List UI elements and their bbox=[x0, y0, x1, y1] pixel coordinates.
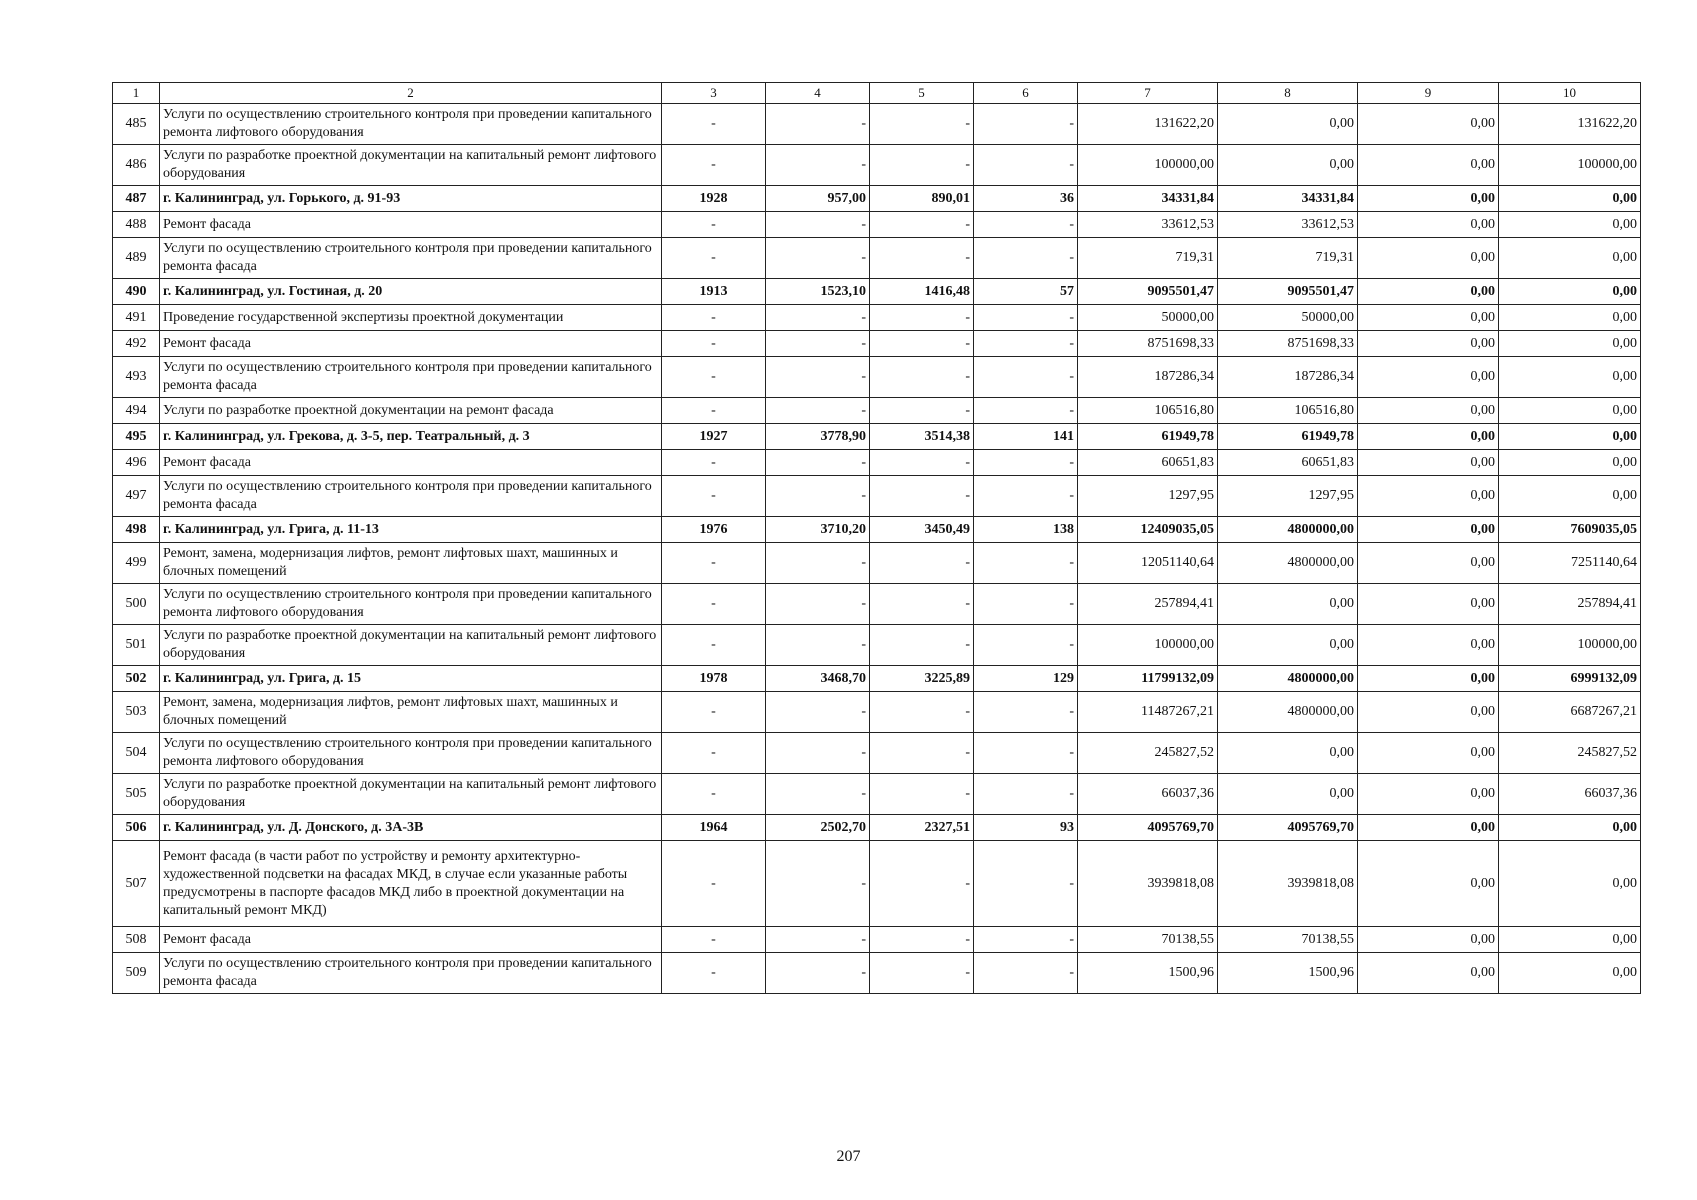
column-header: 10 bbox=[1499, 83, 1641, 104]
table-row bbox=[113, 774, 1641, 815]
cell-living-area: - bbox=[870, 398, 974, 424]
cell-residents: - bbox=[974, 305, 1078, 331]
table-row bbox=[113, 450, 1641, 476]
row-description: Услуги по осуществлению строительного контроля при проведении капитального ремонта фасада bbox=[160, 953, 662, 994]
cell-total-cost: 245827,52 bbox=[1078, 733, 1218, 774]
address-row bbox=[113, 424, 1641, 450]
cell-residents: 129 bbox=[974, 666, 1078, 692]
column-header: 8 bbox=[1218, 83, 1358, 104]
address-row bbox=[113, 186, 1641, 212]
cell-col-9: 0,00 bbox=[1358, 584, 1499, 625]
table-row bbox=[113, 953, 1641, 994]
cell-col-8: 106516,80 bbox=[1218, 398, 1358, 424]
cell-year: - bbox=[662, 398, 766, 424]
cell-col-8: 0,00 bbox=[1218, 625, 1358, 666]
row-description: Ремонт фасада bbox=[160, 212, 662, 238]
cell-col-9: 0,00 bbox=[1358, 305, 1499, 331]
row-description: Услуги по разработке проектной документации на капитальный ремонт лифтового оборудования bbox=[160, 625, 662, 666]
cell-year: 1978 bbox=[662, 666, 766, 692]
table-row bbox=[113, 476, 1641, 517]
cell-col-8: 1297,95 bbox=[1218, 476, 1358, 517]
cell-col-8: 0,00 bbox=[1218, 774, 1358, 815]
cell-total-area: - bbox=[766, 238, 870, 279]
cell-year: - bbox=[662, 238, 766, 279]
cell-col-8: 61949,78 bbox=[1218, 424, 1358, 450]
cell-total-area: - bbox=[766, 476, 870, 517]
row-number: 497 bbox=[113, 476, 160, 517]
cell-col-10: 0,00 bbox=[1499, 398, 1641, 424]
cell-living-area: 3514,38 bbox=[870, 424, 974, 450]
column-header: 5 bbox=[870, 83, 974, 104]
cell-living-area: - bbox=[870, 104, 974, 145]
cell-col-8: 719,31 bbox=[1218, 238, 1358, 279]
cell-col-8: 4800000,00 bbox=[1218, 692, 1358, 733]
cell-col-8: 4800000,00 bbox=[1218, 666, 1358, 692]
cell-col-9: 0,00 bbox=[1358, 145, 1499, 186]
cell-living-area: - bbox=[870, 953, 974, 994]
row-number: 505 bbox=[113, 774, 160, 815]
cell-living-area: - bbox=[870, 145, 974, 186]
cell-total-area: - bbox=[766, 104, 870, 145]
cell-col-8: 1500,96 bbox=[1218, 953, 1358, 994]
cell-total-area: - bbox=[766, 625, 870, 666]
cell-year: - bbox=[662, 104, 766, 145]
cell-total-area: 3710,20 bbox=[766, 517, 870, 543]
table-row bbox=[113, 238, 1641, 279]
cell-col-9: 0,00 bbox=[1358, 212, 1499, 238]
cell-col-8: 4800000,00 bbox=[1218, 543, 1358, 584]
cell-year: - bbox=[662, 692, 766, 733]
cell-total-area: - bbox=[766, 331, 870, 357]
cell-residents: - bbox=[974, 692, 1078, 733]
cell-year: - bbox=[662, 145, 766, 186]
row-description: Услуги по осуществлению строительного контроля при проведении капитального ремонта фасада bbox=[160, 238, 662, 279]
row-description: Ремонт фасада bbox=[160, 927, 662, 953]
cell-residents: - bbox=[974, 398, 1078, 424]
cell-living-area: - bbox=[870, 305, 974, 331]
row-number: 506 bbox=[113, 815, 160, 841]
cell-col-8: 187286,34 bbox=[1218, 357, 1358, 398]
cell-living-area: - bbox=[870, 543, 974, 584]
cell-col-8: 3939818,08 bbox=[1218, 841, 1358, 927]
table-row bbox=[113, 357, 1641, 398]
cell-total-area: 3468,70 bbox=[766, 666, 870, 692]
column-header: 7 bbox=[1078, 83, 1218, 104]
row-description: Ремонт фасада bbox=[160, 450, 662, 476]
cell-residents: - bbox=[974, 145, 1078, 186]
cell-col-10: 0,00 bbox=[1499, 424, 1641, 450]
cell-total-cost: 70138,55 bbox=[1078, 927, 1218, 953]
cell-col-9: 0,00 bbox=[1358, 625, 1499, 666]
cell-col-10: 0,00 bbox=[1499, 841, 1641, 927]
cell-total-area: - bbox=[766, 927, 870, 953]
table-row bbox=[113, 212, 1641, 238]
cell-col-10: 0,00 bbox=[1499, 450, 1641, 476]
address-row bbox=[113, 815, 1641, 841]
cell-total-area: 2502,70 bbox=[766, 815, 870, 841]
table-row bbox=[113, 104, 1641, 145]
row-number: 493 bbox=[113, 357, 160, 398]
row-description: г. Калининград, ул. Горького, д. 91-93 bbox=[160, 186, 662, 212]
cell-year: 1976 bbox=[662, 517, 766, 543]
cell-col-9: 0,00 bbox=[1358, 927, 1499, 953]
cell-living-area: - bbox=[870, 476, 974, 517]
cell-col-10: 7609035,05 bbox=[1499, 517, 1641, 543]
cell-col-9: 0,00 bbox=[1358, 666, 1499, 692]
cell-living-area: - bbox=[870, 450, 974, 476]
cell-year: 1913 bbox=[662, 279, 766, 305]
cell-total-cost: 8751698,33 bbox=[1078, 331, 1218, 357]
cell-total-cost: 1500,96 bbox=[1078, 953, 1218, 994]
cell-residents: - bbox=[974, 733, 1078, 774]
column-header: 2 bbox=[160, 83, 662, 104]
cell-living-area: 890,01 bbox=[870, 186, 974, 212]
cell-col-10: 0,00 bbox=[1499, 357, 1641, 398]
cell-col-8: 0,00 bbox=[1218, 733, 1358, 774]
cell-year: - bbox=[662, 212, 766, 238]
cell-year: - bbox=[662, 733, 766, 774]
cell-living-area: - bbox=[870, 692, 974, 733]
table-row bbox=[113, 625, 1641, 666]
cell-total-area: - bbox=[766, 212, 870, 238]
column-header-row bbox=[113, 83, 1641, 104]
cell-living-area: 2327,51 bbox=[870, 815, 974, 841]
cell-residents: - bbox=[974, 543, 1078, 584]
cell-col-9: 0,00 bbox=[1358, 238, 1499, 279]
cell-residents: - bbox=[974, 357, 1078, 398]
cell-year: - bbox=[662, 543, 766, 584]
cell-residents: - bbox=[974, 927, 1078, 953]
cell-col-9: 0,00 bbox=[1358, 476, 1499, 517]
cell-col-8: 33612,53 bbox=[1218, 212, 1358, 238]
cell-total-cost: 11487267,21 bbox=[1078, 692, 1218, 733]
cell-col-9: 0,00 bbox=[1358, 104, 1499, 145]
cell-col-10: 245827,52 bbox=[1499, 733, 1641, 774]
row-number: 486 bbox=[113, 145, 160, 186]
cell-residents: - bbox=[974, 625, 1078, 666]
row-description: Ремонт, замена, модернизация лифтов, ремонт лифтовых шахт, машинных и блочных помещений bbox=[160, 692, 662, 733]
row-description: Ремонт фасада (в части работ по устройству и ремонту архитектурно-художественной подсветки на фасадах МКД, в случае если указанные работы предусмотрены в паспорте фасадов МКД либо в проектной документации на капитальный ремонт МКД) bbox=[160, 841, 662, 927]
cell-residents: 57 bbox=[974, 279, 1078, 305]
table-row bbox=[113, 398, 1641, 424]
cell-col-9: 0,00 bbox=[1358, 424, 1499, 450]
cell-col-9: 0,00 bbox=[1358, 398, 1499, 424]
row-description: Услуги по разработке проектной документации на капитальный ремонт лифтового оборудования bbox=[160, 145, 662, 186]
row-number: 489 bbox=[113, 238, 160, 279]
cell-total-cost: 100000,00 bbox=[1078, 625, 1218, 666]
cell-living-area: - bbox=[870, 584, 974, 625]
cell-total-cost: 1297,95 bbox=[1078, 476, 1218, 517]
cell-col-9: 0,00 bbox=[1358, 517, 1499, 543]
cell-total-cost: 187286,34 bbox=[1078, 357, 1218, 398]
cell-col-8: 70138,55 bbox=[1218, 927, 1358, 953]
cell-col-10: 0,00 bbox=[1499, 331, 1641, 357]
cell-residents: 93 bbox=[974, 815, 1078, 841]
cell-col-10: 0,00 bbox=[1499, 212, 1641, 238]
cell-col-10: 0,00 bbox=[1499, 305, 1641, 331]
row-number: 491 bbox=[113, 305, 160, 331]
cell-col-10: 0,00 bbox=[1499, 238, 1641, 279]
cell-total-area: - bbox=[766, 145, 870, 186]
cell-total-area: - bbox=[766, 774, 870, 815]
cell-total-area: 3778,90 bbox=[766, 424, 870, 450]
cell-total-cost: 66037,36 bbox=[1078, 774, 1218, 815]
row-number: 499 bbox=[113, 543, 160, 584]
cell-col-9: 0,00 bbox=[1358, 733, 1499, 774]
cell-living-area: - bbox=[870, 212, 974, 238]
cell-total-area: - bbox=[766, 953, 870, 994]
row-description: Услуги по разработке проектной документации на капитальный ремонт лифтового оборудования bbox=[160, 774, 662, 815]
cell-total-cost: 131622,20 bbox=[1078, 104, 1218, 145]
table-row bbox=[113, 543, 1641, 584]
row-number: 498 bbox=[113, 517, 160, 543]
row-description: Проведение государственной экспертизы проектной документации bbox=[160, 305, 662, 331]
cell-living-area: 3450,49 bbox=[870, 517, 974, 543]
cell-total-area: - bbox=[766, 357, 870, 398]
row-description: г. Калининград, ул. Гостиная, д. 20 bbox=[160, 279, 662, 305]
cell-living-area: - bbox=[870, 357, 974, 398]
cell-total-area: - bbox=[766, 733, 870, 774]
cell-residents: 141 bbox=[974, 424, 1078, 450]
cell-total-area: 957,00 bbox=[766, 186, 870, 212]
column-header: 1 bbox=[113, 83, 160, 104]
cell-living-area: - bbox=[870, 733, 974, 774]
row-number: 485 bbox=[113, 104, 160, 145]
table-row bbox=[113, 927, 1641, 953]
cell-total-area: - bbox=[766, 543, 870, 584]
row-number: 496 bbox=[113, 450, 160, 476]
table-row bbox=[113, 305, 1641, 331]
cell-year: - bbox=[662, 841, 766, 927]
cell-residents: - bbox=[974, 331, 1078, 357]
row-number: 504 bbox=[113, 733, 160, 774]
address-row bbox=[113, 517, 1641, 543]
cell-col-10: 257894,41 bbox=[1499, 584, 1641, 625]
cell-col-9: 0,00 bbox=[1358, 450, 1499, 476]
row-number: 494 bbox=[113, 398, 160, 424]
cell-col-9: 0,00 bbox=[1358, 279, 1499, 305]
cell-col-9: 0,00 bbox=[1358, 774, 1499, 815]
cell-col-9: 0,00 bbox=[1358, 357, 1499, 398]
row-description: Услуги по осуществлению строительного контроля при проведении капитального ремонта лифтового оборудования bbox=[160, 104, 662, 145]
row-number: 507 bbox=[113, 841, 160, 927]
table-row bbox=[113, 841, 1641, 927]
cell-year: - bbox=[662, 305, 766, 331]
cell-col-8: 9095501,47 bbox=[1218, 279, 1358, 305]
cell-col-10: 0,00 bbox=[1499, 476, 1641, 517]
cell-residents: 138 bbox=[974, 517, 1078, 543]
cell-living-area: - bbox=[870, 331, 974, 357]
cell-residents: - bbox=[974, 450, 1078, 476]
cell-residents: - bbox=[974, 476, 1078, 517]
row-description: Услуги по разработке проектной документации на ремонт фасада bbox=[160, 398, 662, 424]
cell-year: 1964 bbox=[662, 815, 766, 841]
cell-total-cost: 106516,80 bbox=[1078, 398, 1218, 424]
row-number: 508 bbox=[113, 927, 160, 953]
cell-col-10: 0,00 bbox=[1499, 953, 1641, 994]
cell-total-cost: 3939818,08 bbox=[1078, 841, 1218, 927]
column-header: 9 bbox=[1358, 83, 1499, 104]
cell-year: - bbox=[662, 357, 766, 398]
cell-col-10: 0,00 bbox=[1499, 815, 1641, 841]
row-description: Услуги по осуществлению строительного контроля при проведении капитального ремонта лифтового оборудования bbox=[160, 733, 662, 774]
cell-col-8: 0,00 bbox=[1218, 104, 1358, 145]
cell-col-8: 60651,83 bbox=[1218, 450, 1358, 476]
data-table bbox=[112, 82, 1641, 994]
cell-total-area: - bbox=[766, 584, 870, 625]
cell-living-area: - bbox=[870, 238, 974, 279]
table-row bbox=[113, 692, 1641, 733]
cell-total-cost: 12409035,05 bbox=[1078, 517, 1218, 543]
row-number: 503 bbox=[113, 692, 160, 733]
cell-col-9: 0,00 bbox=[1358, 186, 1499, 212]
table-row bbox=[113, 733, 1641, 774]
row-number: 509 bbox=[113, 953, 160, 994]
cell-year: - bbox=[662, 625, 766, 666]
row-description: Услуги по осуществлению строительного контроля при проведении капитального ремонта фасада bbox=[160, 476, 662, 517]
cell-col-9: 0,00 bbox=[1358, 841, 1499, 927]
cell-col-10: 131622,20 bbox=[1499, 104, 1641, 145]
page-number: 207 bbox=[836, 1148, 861, 1165]
cell-year: 1928 bbox=[662, 186, 766, 212]
row-number: 502 bbox=[113, 666, 160, 692]
cell-col-8: 4095769,70 bbox=[1218, 815, 1358, 841]
cell-total-cost: 100000,00 bbox=[1078, 145, 1218, 186]
cell-total-area: - bbox=[766, 841, 870, 927]
address-row bbox=[113, 279, 1641, 305]
cell-total-cost: 33612,53 bbox=[1078, 212, 1218, 238]
cell-living-area: - bbox=[870, 841, 974, 927]
cell-col-8: 4800000,00 bbox=[1218, 517, 1358, 543]
cell-total-cost: 60651,83 bbox=[1078, 450, 1218, 476]
row-number: 501 bbox=[113, 625, 160, 666]
cell-residents: - bbox=[974, 104, 1078, 145]
cell-col-8: 50000,00 bbox=[1218, 305, 1358, 331]
row-description: Услуги по осуществлению строительного контроля при проведении капитального ремонта лифтового оборудования bbox=[160, 584, 662, 625]
cell-total-cost: 11799132,09 bbox=[1078, 666, 1218, 692]
table-row bbox=[113, 584, 1641, 625]
table-row bbox=[113, 145, 1641, 186]
cell-col-10: 100000,00 bbox=[1499, 625, 1641, 666]
cell-living-area: 1416,48 bbox=[870, 279, 974, 305]
row-number: 492 bbox=[113, 331, 160, 357]
cell-total-cost: 12051140,64 bbox=[1078, 543, 1218, 584]
column-header: 4 bbox=[766, 83, 870, 104]
cell-total-cost: 4095769,70 bbox=[1078, 815, 1218, 841]
cell-col-8: 0,00 bbox=[1218, 145, 1358, 186]
cell-col-8: 34331,84 bbox=[1218, 186, 1358, 212]
cell-col-10: 6687267,21 bbox=[1499, 692, 1641, 733]
row-description: Услуги по осуществлению строительного контроля при проведении капитального ремонта фасада bbox=[160, 357, 662, 398]
cell-col-9: 0,00 bbox=[1358, 543, 1499, 584]
cell-total-area: - bbox=[766, 450, 870, 476]
table-row bbox=[113, 331, 1641, 357]
cell-total-area: - bbox=[766, 305, 870, 331]
cell-year: - bbox=[662, 476, 766, 517]
cell-residents: - bbox=[974, 584, 1078, 625]
cell-year: - bbox=[662, 927, 766, 953]
cell-year: - bbox=[662, 774, 766, 815]
cell-total-cost: 61949,78 bbox=[1078, 424, 1218, 450]
row-number: 490 bbox=[113, 279, 160, 305]
cell-col-9: 0,00 bbox=[1358, 953, 1499, 994]
cell-col-10: 0,00 bbox=[1499, 279, 1641, 305]
row-description: г. Калининград, ул. Д. Донского, д. 3А-3В bbox=[160, 815, 662, 841]
cell-year: - bbox=[662, 450, 766, 476]
cell-col-9: 0,00 bbox=[1358, 331, 1499, 357]
row-number: 488 bbox=[113, 212, 160, 238]
cell-total-cost: 9095501,47 bbox=[1078, 279, 1218, 305]
cell-living-area: - bbox=[870, 927, 974, 953]
column-header: 3 bbox=[662, 83, 766, 104]
cell-col-9: 0,00 bbox=[1358, 692, 1499, 733]
cell-residents: - bbox=[974, 953, 1078, 994]
row-description: Ремонт, замена, модернизация лифтов, ремонт лифтовых шахт, машинных и блочных помещений bbox=[160, 543, 662, 584]
cell-total-cost: 34331,84 bbox=[1078, 186, 1218, 212]
row-description: Ремонт фасада bbox=[160, 331, 662, 357]
cell-col-10: 100000,00 bbox=[1499, 145, 1641, 186]
row-number: 487 bbox=[113, 186, 160, 212]
row-description: г. Калининград, ул. Грига, д. 11-13 bbox=[160, 517, 662, 543]
cell-year: - bbox=[662, 331, 766, 357]
cell-residents: - bbox=[974, 841, 1078, 927]
cell-col-10: 7251140,64 bbox=[1499, 543, 1641, 584]
cell-total-area: - bbox=[766, 398, 870, 424]
cell-total-cost: 257894,41 bbox=[1078, 584, 1218, 625]
cell-col-9: 0,00 bbox=[1358, 815, 1499, 841]
cell-col-10: 0,00 bbox=[1499, 186, 1641, 212]
cell-year: 1927 bbox=[662, 424, 766, 450]
row-number: 495 bbox=[113, 424, 160, 450]
cell-residents: - bbox=[974, 212, 1078, 238]
cell-year: - bbox=[662, 584, 766, 625]
table-body bbox=[113, 104, 1641, 994]
cell-col-10: 66037,36 bbox=[1499, 774, 1641, 815]
cell-col-8: 8751698,33 bbox=[1218, 331, 1358, 357]
row-number: 500 bbox=[113, 584, 160, 625]
cell-total-cost: 719,31 bbox=[1078, 238, 1218, 279]
cell-living-area: - bbox=[870, 625, 974, 666]
row-description: г. Калининград, ул. Грекова, д. 3-5, пер. Театральный, д. 3 bbox=[160, 424, 662, 450]
address-row bbox=[113, 666, 1641, 692]
cell-total-area: - bbox=[766, 692, 870, 733]
cell-col-10: 6999132,09 bbox=[1499, 666, 1641, 692]
cell-total-area: 1523,10 bbox=[766, 279, 870, 305]
row-description: г. Калининград, ул. Грига, д. 15 bbox=[160, 666, 662, 692]
column-header: 6 bbox=[974, 83, 1078, 104]
cell-living-area: - bbox=[870, 774, 974, 815]
cell-residents: 36 bbox=[974, 186, 1078, 212]
cell-residents: - bbox=[974, 774, 1078, 815]
cell-col-10: 0,00 bbox=[1499, 927, 1641, 953]
cell-residents: - bbox=[974, 238, 1078, 279]
cell-col-8: 0,00 bbox=[1218, 584, 1358, 625]
cell-year: - bbox=[662, 953, 766, 994]
cell-total-cost: 50000,00 bbox=[1078, 305, 1218, 331]
cell-living-area: 3225,89 bbox=[870, 666, 974, 692]
